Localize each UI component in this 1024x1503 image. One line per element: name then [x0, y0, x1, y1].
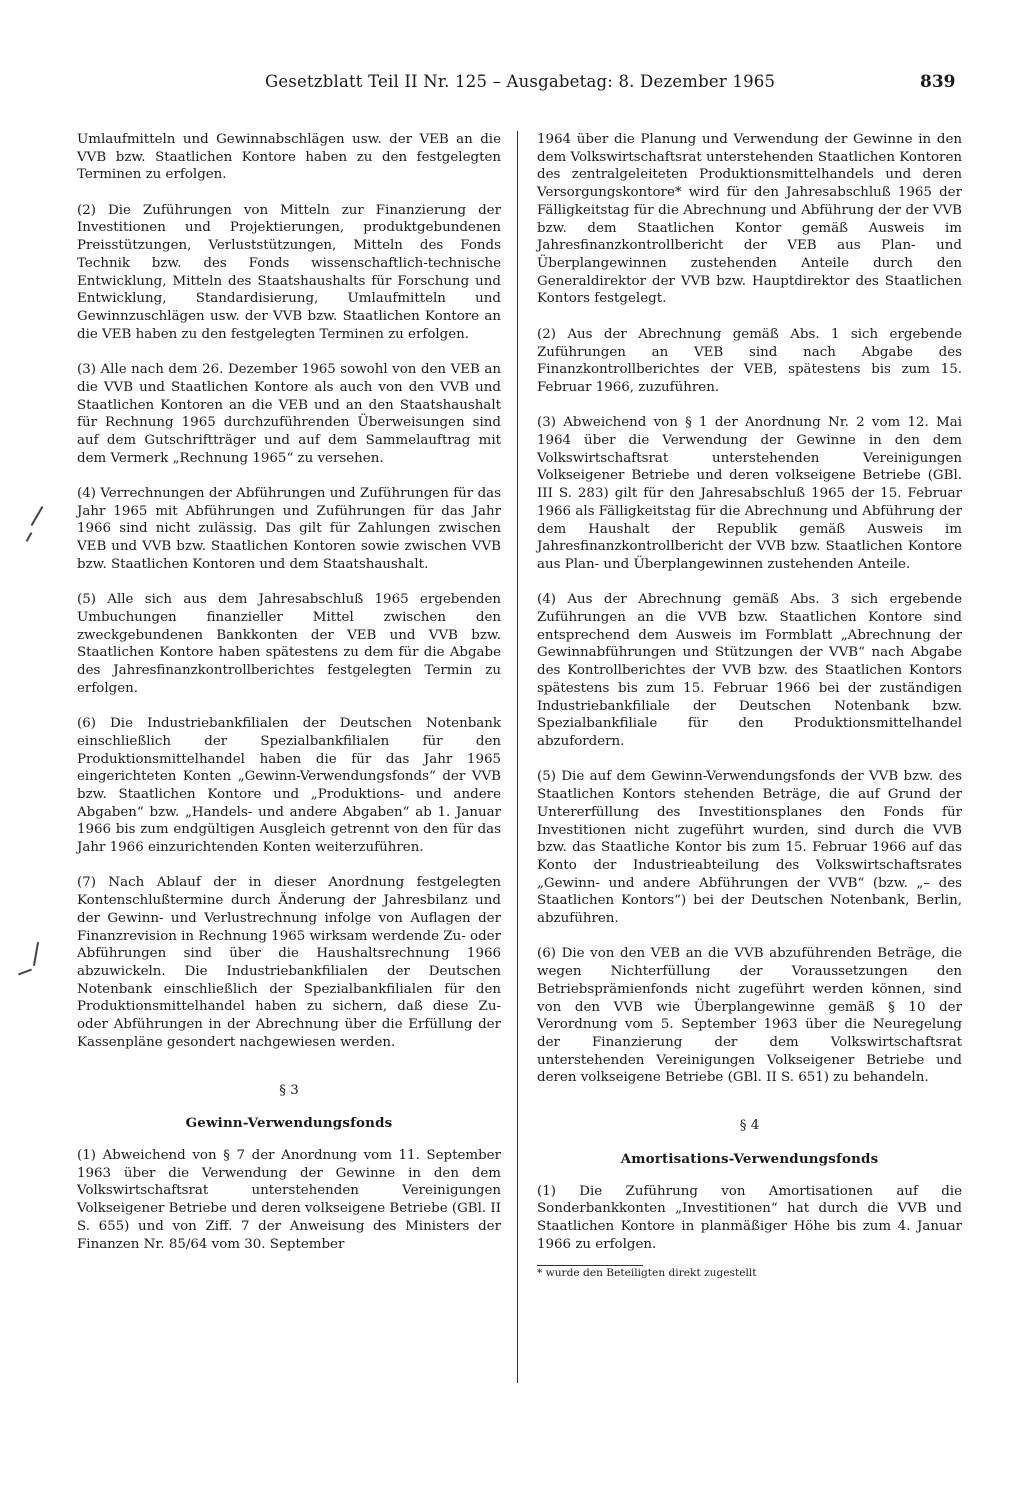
paragraph-continuation: Umlaufmitteln und Gewinnabschlägen usw. der VEB an die VVB bzw. Staatlichen Kontore haben zu den festgelegten Terminen zu erfolgen. — [77, 132, 501, 183]
margin-mark-2 — [26, 532, 33, 542]
section-4-number: § 4 — [739, 1118, 760, 1134]
paragraph-2: (2) Aus der Abrechnung gemäß Abs. 1 sich ergebende Zuführungen an VEB sind nach Abgabe des Finanzkontrollberichtes der VEB, spätestens bis zum 15. Februar 1966, zuzuführen. — [537, 326, 962, 395]
section-4-title: Amortisations-Verwendungsfonds — [620, 1150, 879, 1167]
gazette-title: Gesetzblatt Teil II Nr. 125 – Ausgabetag: 8. Dezember 1965 — [265, 72, 776, 91]
paragraph-continuation: 1964 über die Planung und Verwendung der Gewinne in den dem Volkswirtschaftsrat unterstehenden Staatlichen Kontoren des zentralgeleiteten Produktionsmittelhandels und deren Versorgungskontore* wird für den Jahresabschluß 1965 der Fälligkeitstag für die Abrechnung und Abführung der der VVB bzw. dem Staatlichen Kontor gemäß Ausweis im Jahresfinanzkontrollbericht der VEB aus Plan- und Überplangewinnen zustehenden Anteile durch den Generaldirektor der VVB bzw. Hauptdirektor des Staatlichen Kontors festgelegt. — [537, 132, 962, 307]
page-header — [0, 72, 1024, 102]
paragraph-3: (3) Abweichend von § 1 der Anordnung Nr. 2 vom 12. Mai 1964 über die Verwendung der Gewinne in den dem Volkswirtschaftsrat unterstehenden Vereinigungen Volkseigener Betriebe und deren volkseigene Betriebe (GBl. III S. 283) gilt für den Jahresabschluß 1965 der 15. Februar 1966 als Fälligkeitstag für die Abrechnung und Abführung der dem Haushalt der Republik gemäß Ausweis im Jahresfinanzkontrollbericht der VVB bzw. Staatlichen Kontore aus Plan- und Überplangewinnen zustehenden Anteile. — [537, 415, 962, 572]
section-4-paragraph-1: (1) Die Zuführung von Amortisationen auf die Sonderbankkonten „Investitionen“ hat durch die VVB und Staatlichen Kontore in planmäßiger Höhe bis zum 4. Januar 1966 zu erfolgen. — [537, 1183, 962, 1252]
column-divider — [517, 131, 518, 1383]
left-column — [77, 131, 501, 1253]
paragraph-3: (3) Alle nach dem 26. Dezember 1965 sowohl von den VEB an die VVB und Staatlichen Kontore als auch von den VVB und Staatlichen Kontoren an die VEB und an den Staatshaushalt für Rechnung 1965 durchzuführenden Überweisungen sind auf dem Gutschriftträger und auf dem Sammelauftrag mit dem Vermerk „Rechnung 1965“ zu versehen. — [77, 362, 501, 466]
footnote: * wurde den Beteiligten direkt zugestellt — [537, 1267, 757, 1280]
right-column — [537, 131, 962, 1280]
section-3-title: Gewinn-Verwendungsfonds — [185, 1115, 393, 1132]
paragraph-5: (5) Alle sich aus dem Jahresabschluß 1965 ergebenden Umbuchungen finanzieller Mittel zwischen den zweckgebundenen Bankkonten der VEB und VVB bzw. Staatlichen Kontore haben spätestens zu dem für die Abgabe des Jahresfinanzkontrollberichtes festgelegten Termin zu erfolgen. — [77, 592, 501, 696]
paragraph-4: (4) Verrechnungen der Abführungen und Zuführungen für das Jahr 1965 mit Abführungen und Zuführungen für das Jahr 1966 sind nicht zulässig. Das gilt für Zahlungen zwischen VEB und VVB bzw. Staatlichen Kontoren sowie zwischen VVB bzw. Staatlichen Kontoren und dem Staatshaushalt. — [77, 486, 501, 572]
paragraph-6: (6) Die von den VEB an die VVB abzuführenden Beträge, die wegen Nichterfüllung der Voraussetzungen den Betriebsprämienfonds nicht zugeführt werden können, sind von den VVB wie Überplangewinne gemäß § 10 der Verordnung vom 5. September 1963 über die Neuregelung der Finanzierung der dem Volkswirtschaftsrat unterstehenden Vereinigungen Volkseigener Betriebe und deren volkseigene Betriebe (GBl. II S. 651) zu behandeln. — [537, 946, 962, 1086]
page-number: 839 — [920, 72, 956, 92]
section-3-paragraph-1: (1) Abweichend von § 7 der Anordnung vom 11. September 1963 über die Verwendung der Gewinne in den dem Volkswirtschaftsrat unterstehenden Vereinigungen Volkseigener Betriebe und deren volkseigene Betriebe (GBl. II S. 655) und von Ziff. 7 der Anweisung des Ministers der Finanzen Nr. 85/64 vom 30. September — [77, 1148, 502, 1252]
paragraph-4: (4) Aus der Abrechnung gemäß Abs. 3 sich ergebende Zuführungen an die VVB bzw. Staatlichen Kontore sind entsprechend dem Ausweis im Formblatt „Abrechnung der Gewinnabführungen und Stützungen der VVB“ nach Abgabe des Kontrollberichtes der VVB bzw. des Staatlichen Kontors spätestens bis zum 15. Februar 1966 bei der zuständigen Industriebankfiliale der Deutschen Notenbank bzw. Spezialbankfiliale für den Produktionsmittelhandel abzufordern. — [537, 592, 962, 750]
paragraph-5: (5) Die auf dem Gewinn-Verwendungsfonds der VVB bzw. des Staatlichen Kontors stehenden Beträge, die auf Grund der Untererfüllung des Investitionsplanes den Fonds für Investitionen nicht zugeführt wurden, sind durch die VVB bzw. das Staatliche Kontor bis zum 15. Februar 1966 auf das Konto der Industrieabteilung des Volkswirtschaftsrates „Gewinn- und andere Abführungen der VVB“ (bzw. „– des Staatlichen Kontors“) bei der Deutschen Notenbank, Berlin, abzuführen. — [537, 769, 962, 927]
margin-mark-4 — [18, 969, 32, 976]
paragraph-6: (6) Die Industriebankfilialen der Deutschen Notenbank einschließlich der Spezialbankfilialen für den Produktionsmittelhandel haben die für das Jahr 1965 eingerichteten Konten „Gewinn-Verwendungsfonds“ der VVB bzw. Staatlichen Kontore und „Produktions- und andere Abgaben“ bzw. „Handels- und andere Abgaben“ ab 1. Januar 1966 bis zum endgültigen Ausgleich getrennt von den für das Jahr 1966 einzurichtenden Konten weiterzuführen. — [77, 716, 501, 856]
margin-mark-1 — [31, 506, 44, 526]
margin-mark-3 — [33, 942, 39, 966]
paragraph-2: (2) Die Zuführungen von Mitteln zur Finanzierung der Investitionen und Projektierungen, produktgebundenen Preisstützungen, Verluststützungen, Mitteln des Fonds Technik bzw. des Fonds wissenschaftlich-technische Entwicklung, Mitteln des Staatshaushalts für Forschung und Entwicklung, Standardisierung, Umlaufmitteln und Gewinnzuschlägen usw. der VVB bzw. Staatlichen Kontore an die VEB haben zu den festgelegten Terminen zu erfolgen. — [77, 202, 501, 342]
paragraph-7: (7) Nach Ablauf der in dieser Anordnung festgelegten Kontenschlußtermine durch Änderung der Jahresbilanz und der Gewinn- und Verlustrechnung infolge von Auflagen der Finanzrevision in Rechnung 1965 wirksam werdende Zu- oder Abführungen sind über die Haushaltsrechnung 1966 abzuwickeln. Die Industriebankfilialen der Deutschen Notenbank einschließlich der Spezialbankfilialen für den Produktionsmittelhandel haben zu sichern, daß diese Zu- oder Abführungen in der Abrechnung über die Erfüllung der Kassenpläne gesondert nachgewiesen werden. — [77, 875, 501, 1050]
section-3-number: § 3 — [279, 1082, 299, 1098]
